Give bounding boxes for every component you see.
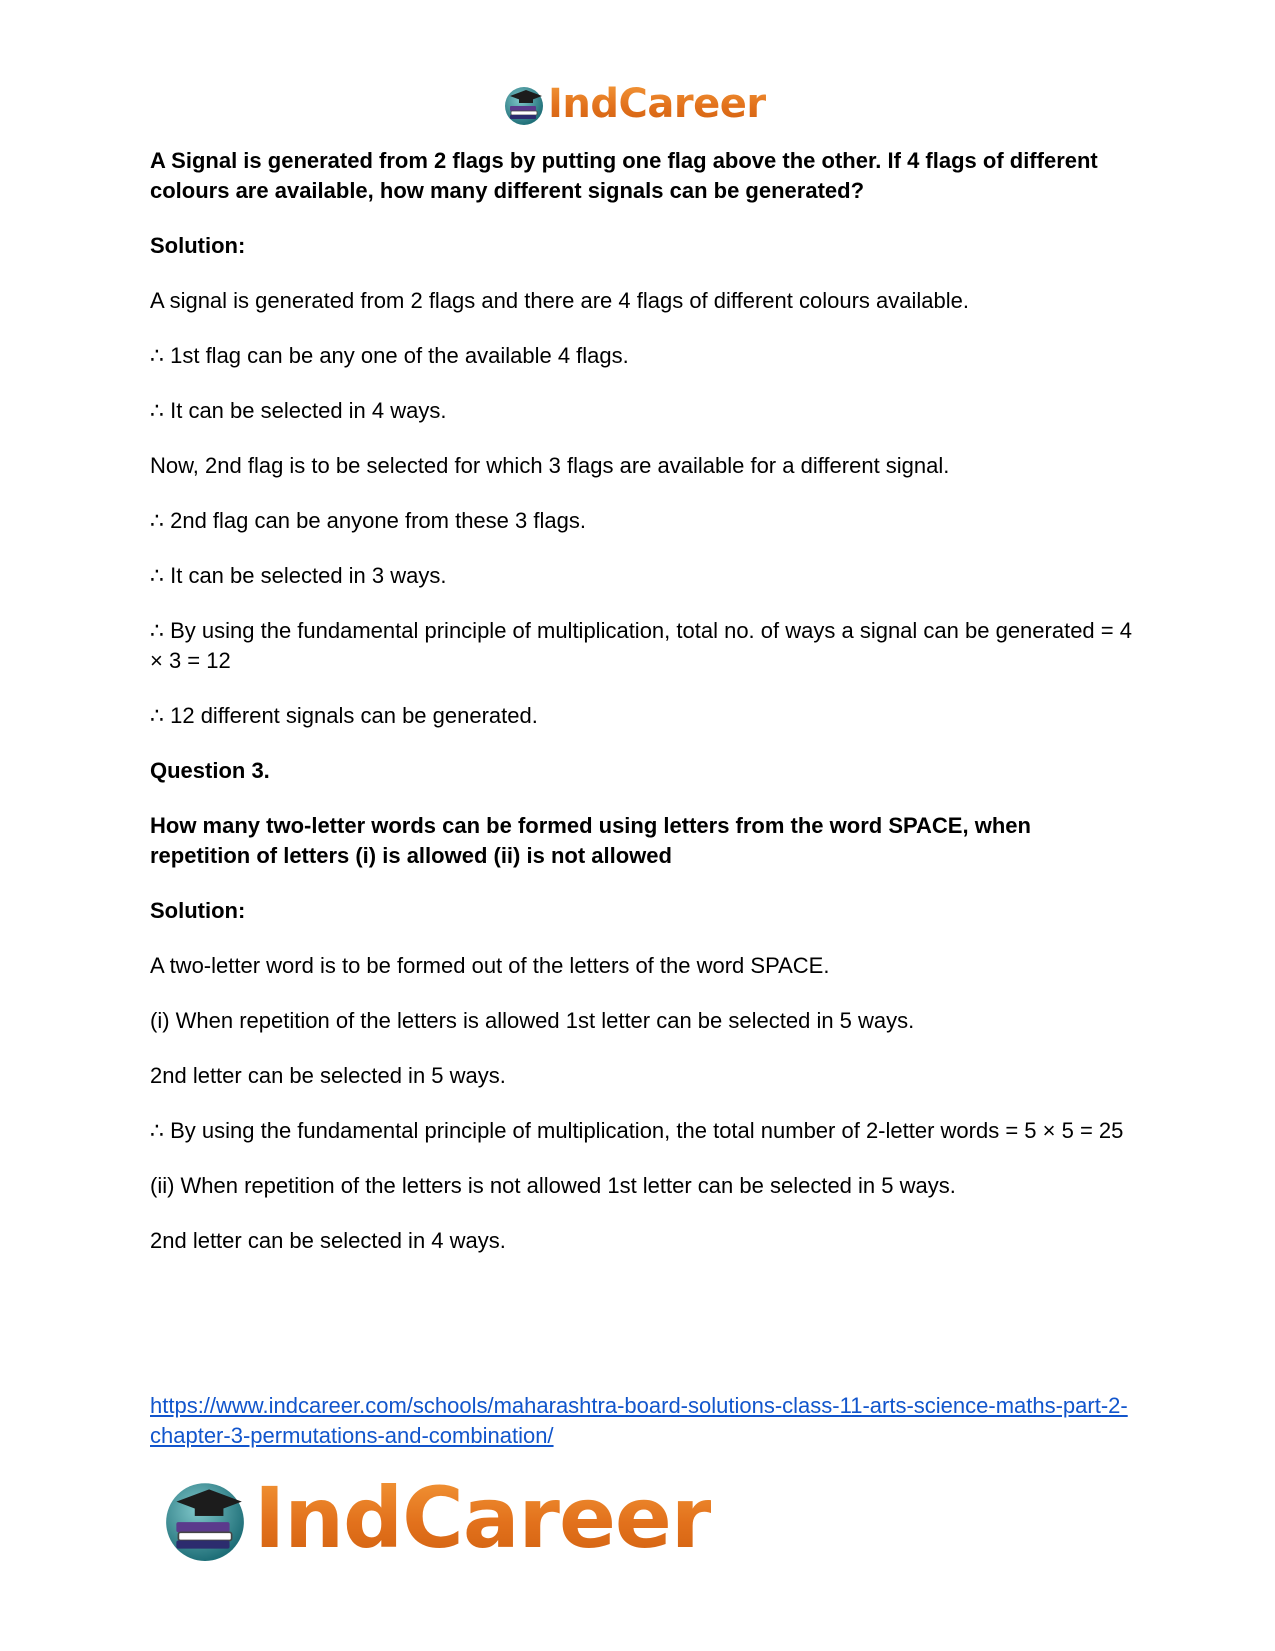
solution-line: 2nd letter can be selected in 5 ways.	[150, 1063, 506, 1088]
solution-line: ∴ 1st flag can be any one of the available 4 flags.	[150, 343, 629, 368]
logo-text: IndCareer	[254, 1469, 712, 1567]
solution-line: (ii) When repetition of the letters is not allowed 1st letter can be selected in 5 ways.	[150, 1173, 956, 1198]
solution-line: ∴ By using the fundamental principle of multiplication, total no. of ways a signal can be generated = 4 × 3 = 12	[150, 618, 1132, 673]
footer-logo	[160, 1468, 711, 1568]
solution-line: A signal is generated from 2 flags and there are 4 flags of different colours available.	[150, 288, 969, 313]
document-body	[150, 146, 1135, 1281]
solution-label: Solution:	[150, 233, 246, 258]
logo-text: IndCareer	[548, 81, 766, 127]
solution-line: (i) When repetition of the letters is allowed 1st letter can be selected in 5 ways.	[150, 1008, 915, 1033]
solution-line: ∴ It can be selected in 3 ways.	[150, 563, 447, 588]
question-3-label: Question 3.	[150, 758, 270, 783]
question-3-text: How many two-letter words can be formed using letters from the word SPACE, when repetition of letters (i) is allowed (ii) is not allowed	[150, 813, 1031, 868]
header-logo	[502, 80, 766, 128]
solution-line: A two-letter word is to be formed out of the letters of the word SPACE.	[150, 953, 830, 978]
solution-line: ∴ It can be selected in 4 ways.	[150, 398, 447, 423]
question-intro: A Signal is generated from 2 flags by putting one flag above the other. If 4 flags of different colours are available, how many different signals can be generated?	[150, 148, 1098, 203]
footer-link-block	[150, 1391, 1135, 1451]
solution-line: ∴ By using the fundamental principle of multiplication, the total number of 2-letter words = 5 × 5 = 25	[150, 1118, 1124, 1143]
logo-globe-icon	[502, 82, 546, 126]
logo-globe-icon	[160, 1473, 250, 1563]
solution-line: ∴ 12 different signals can be generated.	[150, 703, 538, 728]
solution-line: 2nd letter can be selected in 4 ways.	[150, 1228, 506, 1253]
source-link[interactable]: https://www.indcareer.com/schools/maharashtra-board-solutions-class-11-arts-science-maths-part-2-chapter-3-permutations-and-combination/	[150, 1393, 1128, 1448]
solution-label: Solution:	[150, 898, 246, 923]
solution-line: Now, 2nd flag is to be selected for which 3 flags are available for a different signal.	[150, 453, 950, 478]
solution-line: ∴ 2nd flag can be anyone from these 3 flags.	[150, 508, 586, 533]
